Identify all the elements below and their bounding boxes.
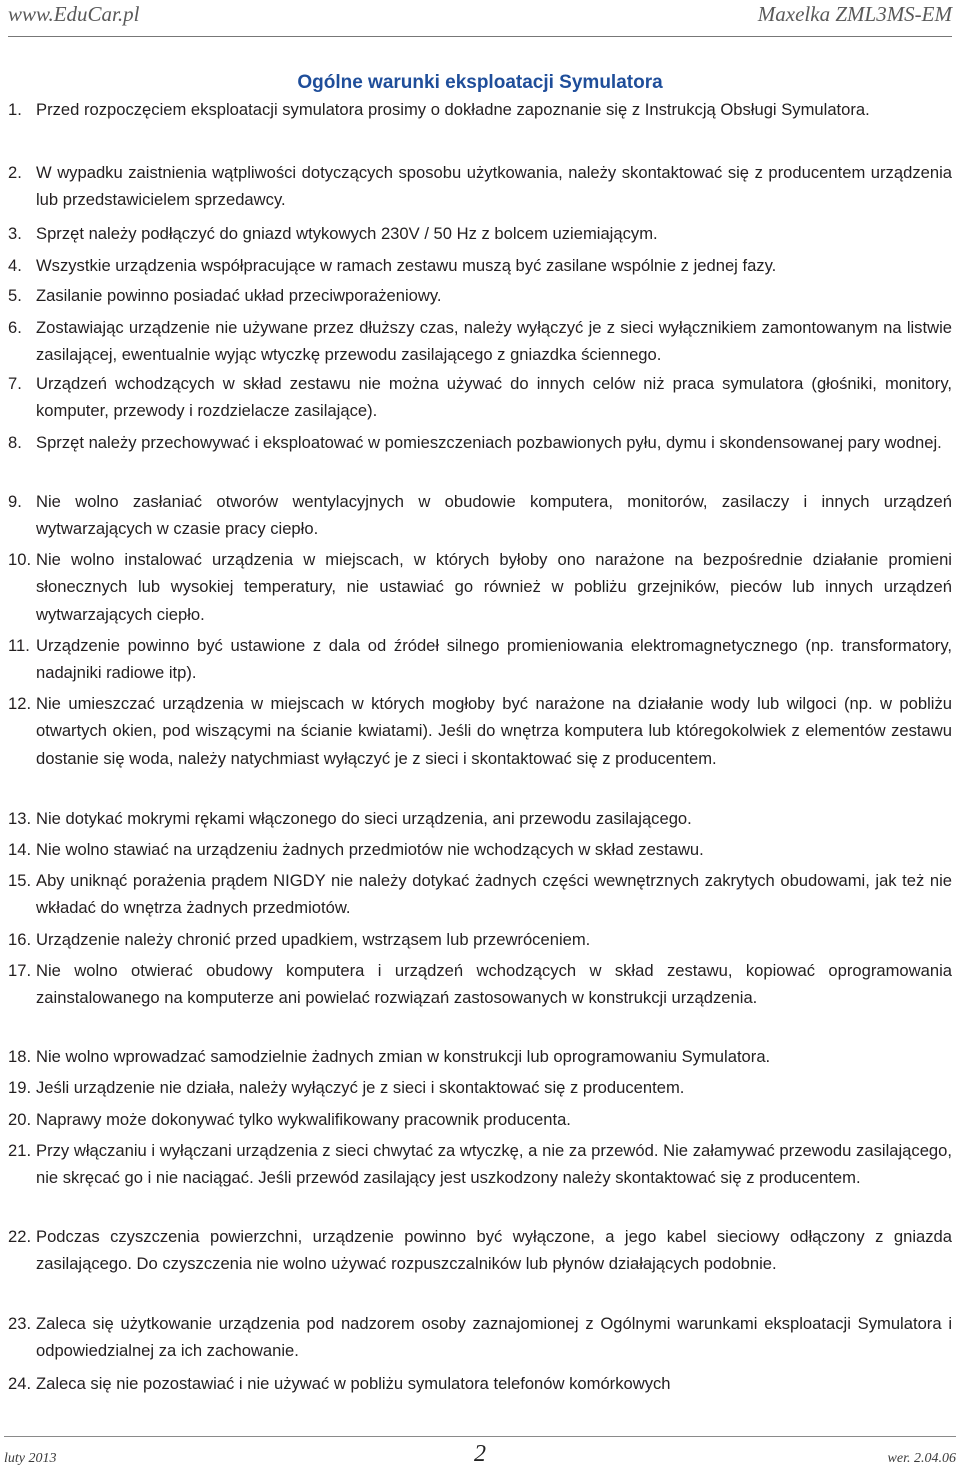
item-number: 2. bbox=[8, 163, 22, 182]
item-text: Zostawiając urządzenie nie używane przez dłuższy czas, należy wyłączyć je z sieci wyłącznikiem zamontowanym na listwie zasilającej, ewentualnie wyjąc wtyczkę przewodu zasilającego z gniazdka ściennego. bbox=[36, 318, 952, 365]
item-text: Urządzenie należy chronić przed upadkiem, wstrząsem lub przewróceniem. bbox=[36, 930, 591, 949]
item-text: Przed rozpoczęciem eksploatacji symulatora prosimy o dokładne zapoznanie się z Instrukcją Obsługi Symulatora. bbox=[36, 100, 870, 119]
item-text: Jeśli urządzenie nie działa, należy wyłączyć je z sieci i skontaktować się z producentem. bbox=[36, 1078, 685, 1097]
list-item-3 bbox=[8, 220, 952, 247]
list-item-2 bbox=[8, 159, 952, 214]
item-number: 22. bbox=[8, 1227, 32, 1246]
item-text: Aby uniknąć porażenia prądem NIGDY nie należy dotykać żadnych części wewnętrznych zakrytych obudowami, jak też nie wkładać do wnętrza żadnych przedmiotów. bbox=[36, 871, 952, 918]
item-number: 6. bbox=[8, 318, 22, 337]
item-text: Nie wolno zasłaniać otworów wentylacyjnych w obudowie komputera, monitorów, zasilaczy i innych urządzeń wytwarzających w czasie pracy ciepło. bbox=[36, 492, 952, 539]
item-number: 20. bbox=[8, 1110, 32, 1129]
item-text: Sprzęt należy przechowywać i eksploatować w pomieszczeniach pozbawionych pyłu, dymu i skondensowanej pary wodnej. bbox=[36, 433, 942, 452]
item-number: 12. bbox=[8, 694, 32, 713]
item-text: Zaleca się użytkowanie urządzenia pod nadzorem osoby zaznajomionej z Ogólnymi warunkami eksploatacji Symulatora i odpowiedzialnej za ich zachowanie. bbox=[36, 1314, 952, 1361]
item-number: 19. bbox=[8, 1078, 32, 1097]
list-item-4 bbox=[8, 252, 952, 279]
item-number: 10. bbox=[8, 550, 32, 569]
list-item-20 bbox=[8, 1106, 952, 1133]
item-text: Nie dotykać mokrymi rękami włączonego do sieci urządzenia, ani przewodu zasilającego. bbox=[36, 809, 692, 828]
item-text: Zasilanie powinno posiadać układ przeciwporażeniowy. bbox=[36, 286, 442, 305]
item-text: Nie wolno otwierać obudowy komputera i urządzeń wchodzących w skład zestawu, kopiować oprogramowania zainstalowanego na komputerze ani powielać rozwiązań zastosowanych w konstrukcji urządzenia. bbox=[36, 961, 952, 1008]
item-text: Sprzęt należy podłączyć do gniazd wtykowych 230V / 50 Hz z bolcem uziemiającym. bbox=[36, 224, 658, 243]
footer-version: wer. 2.04.06 bbox=[887, 1451, 956, 1466]
list-item-17 bbox=[8, 957, 952, 1012]
item-number: 21. bbox=[8, 1141, 32, 1160]
list-item-12 bbox=[8, 690, 952, 772]
item-number: 11. bbox=[8, 636, 30, 655]
list-item-11 bbox=[8, 632, 952, 687]
item-text: Podczas czyszczenia powierzchni, urządzenie powinno być wyłączone, a jego kabel sieciowy odłączony z gniazda zasilającego. Do czyszczenia nie wolno używać rozpuszczalników lub płynów działających podobnie. bbox=[36, 1227, 952, 1274]
footer-date: luty 2013 bbox=[4, 1451, 57, 1466]
page-footer bbox=[4, 1436, 956, 1467]
list-item-6 bbox=[8, 314, 952, 369]
item-number: 24. bbox=[8, 1374, 32, 1393]
item-text: Nie wolno instalować urządzenia w miejscach, w których byłoby ono narażone na bezpośrednie działanie promieni słonecznych lub wysokiej temperatury, nie ustawiać go również w pobliżu grzejników, pieców lub innych urządzeń wytwarzających ciepło. bbox=[36, 550, 952, 624]
list-item-13 bbox=[8, 805, 952, 832]
list-item-9 bbox=[8, 488, 952, 543]
list-item-14 bbox=[8, 836, 952, 863]
item-text: Naprawy może dokonywać tylko wykwalifikowany pracownik producenta. bbox=[36, 1110, 571, 1129]
item-text: Nie umieszczać urządzenia w miejscach w których mogłoby być narażone na działanie wody lub wilgoci (np. w pobliżu otwartych okien, pod wiszącymi na ścianie kwiatami). Jeśli do wnętrza komputera lub któregokolwiek z elementów zestawu dostanie się woda, należy natychmiast wyłączyć je z sieci i skontaktować się z producentem. bbox=[36, 694, 952, 768]
item-text: W wypadku zaistnienia wątpliwości dotyczących sposobu użytkowania, należy skontaktować się z producentem urządzenia lub przedstawicielem sprzedawcy. bbox=[36, 163, 952, 210]
page-title: Ogólne warunki eksploatacji Symulatora bbox=[297, 72, 663, 93]
item-number: 5. bbox=[8, 286, 22, 305]
item-number: 14. bbox=[8, 840, 32, 859]
list-item-10 bbox=[8, 546, 952, 628]
item-number: 1. bbox=[8, 100, 22, 119]
item-text: Urządzenie powinno być ustawione z dala od źródeł silnego promieniowania elektromagnetycznego (np. transformatory, nadajniki radiowe itp). bbox=[36, 636, 952, 683]
header-divider bbox=[8, 36, 952, 37]
list-item-21 bbox=[8, 1137, 952, 1192]
list-item-18 bbox=[8, 1043, 952, 1070]
item-number: 23. bbox=[8, 1314, 32, 1333]
item-number: 4. bbox=[8, 256, 22, 275]
page-number: 2 bbox=[474, 1441, 486, 1467]
item-text: Przy włączaniu i wyłączani urządzenia z sieci chwytać za wtyczkę, a nie za przewód. Nie załamywać przewodu zasilającego, nie skręcać go i nie naciągać. Jeśli przewód zasilający jest uszkodzony należy skontaktować się z producentem. bbox=[36, 1141, 952, 1188]
list-item-5 bbox=[8, 282, 952, 309]
item-text: Nie wolno wprowadzać samodzielnie żadnych zmian w konstrukcji lub oprogramowaniu Symulatora. bbox=[36, 1047, 771, 1066]
item-number: 3. bbox=[8, 224, 22, 243]
item-number: 13. bbox=[8, 809, 32, 828]
list-item-7 bbox=[8, 370, 952, 425]
item-number: 9. bbox=[8, 492, 22, 511]
item-text: Nie wolno stawiać na urządzeniu żadnych przedmiotów nie wchodzących w skład zestawu. bbox=[36, 840, 704, 859]
item-number: 15. bbox=[8, 871, 32, 890]
list-item-24 bbox=[8, 1370, 952, 1397]
list-item-23 bbox=[8, 1310, 952, 1365]
product-name: Maxelka ZML3MS-EM bbox=[757, 2, 952, 26]
item-number: 18. bbox=[8, 1047, 32, 1066]
list-item-19 bbox=[8, 1074, 952, 1101]
item-number: 8. bbox=[8, 433, 22, 452]
item-number: 17. bbox=[8, 961, 32, 980]
list-item-8 bbox=[8, 429, 952, 456]
website-url: www.EduCar.pl bbox=[8, 2, 140, 26]
item-text: Wszystkie urządzenia współpracujące w ramach zestawu muszą być zasilane wspólnie z jednej fazy. bbox=[36, 256, 777, 275]
list-item-15 bbox=[8, 867, 952, 922]
list-item-22 bbox=[8, 1223, 952, 1278]
item-number: 7. bbox=[8, 374, 22, 393]
item-text: Urządzeń wchodzących w skład zestawu nie można używać do innych celów niż praca symulatora (głośniki, monitory, komputer, przewody i rozdzielacze zasilające). bbox=[36, 374, 952, 421]
item-number: 16. bbox=[8, 930, 32, 949]
page-header bbox=[8, 0, 952, 38]
list-item-1 bbox=[8, 96, 952, 123]
item-text: Zaleca się nie pozostawiać i nie używać w pobliżu symulatora telefonów komórkowych bbox=[36, 1374, 671, 1393]
list-item-16 bbox=[8, 926, 952, 953]
